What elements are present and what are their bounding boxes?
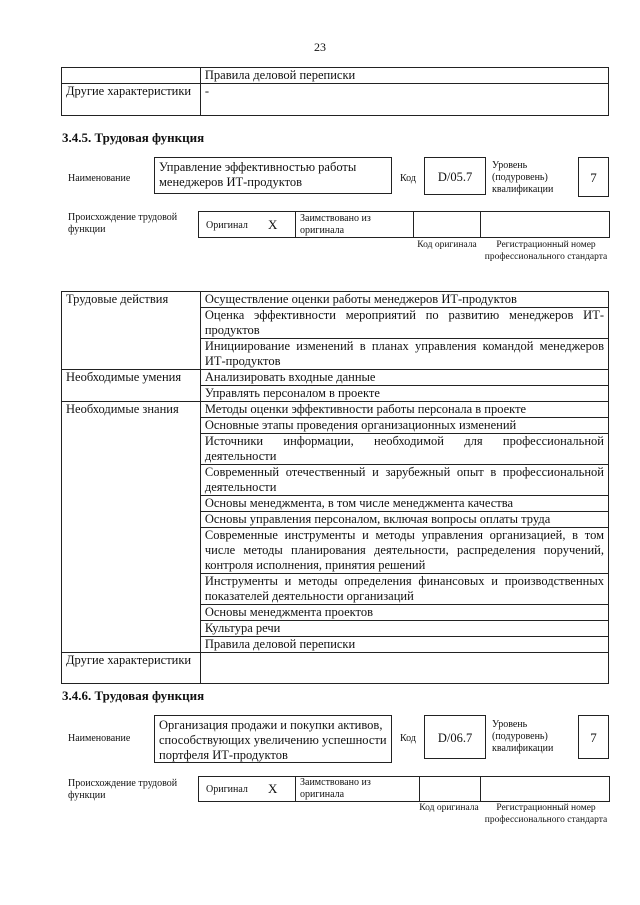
labor-action-item: Инициирование изменений в планах управления командой менеджеров ИТ-продуктов [200, 339, 608, 370]
original-label: Оригинал [206, 220, 248, 231]
code-value-box: D/05.7 [424, 157, 486, 195]
function-name-box-2: Организация продажи и покупки активов, способствующих увеличению успешности портфеля ИТ-продуктов [154, 715, 392, 763]
knowledge-item: Инструменты и методы определения финансовых и производственных показателей деятельности организаций [200, 574, 608, 605]
knowledge-item: Основные этапы проведения организационных изменений [200, 418, 608, 434]
knowledge-item: Источники информации, необходимой для профессиональной деятельности [200, 434, 608, 465]
top-table-label-empty [62, 68, 201, 84]
original-mark: X [268, 217, 278, 232]
skills-label: Необходимые умения [62, 370, 201, 402]
knowledge-item: Методы оценки эффективности работы персонала в проекте [200, 402, 608, 418]
knowledge-item: Правила деловой переписки [200, 637, 608, 653]
knowledge-item: Современный отечественный и зарубежный опыт в профессиональной деятельности [200, 465, 608, 496]
top-table-other-value: - [200, 84, 608, 116]
code-original-caption: Код оригинала [417, 240, 477, 250]
qualification-level-label-2: Уровень (подуровень) квалификации [492, 719, 554, 754]
origin-divider-2-2 [419, 777, 420, 801]
origin-label: Происхождение трудовой функции [68, 212, 178, 235]
borrowed-label: Заимствовано из оригинала [300, 213, 371, 236]
origin-divider-3 [480, 212, 481, 237]
knowledge-label: Необходимые знания [62, 402, 201, 653]
labor-action-item: Осуществление оценки работы менеджеров ИТ-продуктов [200, 292, 608, 308]
page-number: 23 [314, 40, 326, 54]
function-name-box: Управление эффективностью работы менеджеров ИТ-продуктов [154, 157, 392, 194]
labor-actions-label: Трудовые действия [62, 292, 201, 370]
section-heading-3-4-5: 3.4.5. Трудовая функция [62, 130, 205, 145]
knowledge-item: Культура речи [200, 621, 608, 637]
origin-divider-2-3 [480, 777, 481, 801]
code-label: Код [400, 173, 416, 184]
top-characteristics-table [61, 67, 609, 116]
original-label-2: Оригинал [206, 784, 248, 795]
name-label-2: Наименование [68, 733, 131, 744]
qualification-level-label: Уровень (подуровень) квалификации [492, 160, 554, 195]
top-table-other-label: Другие характеристики [62, 84, 201, 116]
name-label: Наименование [68, 173, 131, 184]
skill-item: Управлять персоналом в проекте [200, 386, 608, 402]
code-label-2: Код [400, 733, 416, 744]
reg-number-caption: Регистрационный номер профессионального стандарта [484, 240, 608, 262]
qualification-level-box-2: 7 [578, 715, 609, 759]
origin-box [198, 211, 610, 238]
other-characteristics-value [200, 653, 608, 684]
knowledge-item: Основы менеджмента проектов [200, 605, 608, 621]
origin-label-2: Происхождение трудовой функции [68, 778, 178, 801]
origin-divider-1 [295, 212, 296, 237]
borrowed-label-2: Заимствовано из оригинала [300, 777, 371, 800]
original-mark-2: X [268, 781, 278, 796]
code-value-box-2: D/06.7 [424, 715, 486, 759]
origin-divider-2 [413, 212, 414, 237]
knowledge-item: Основы управления персоналом, включая вопросы оплаты труда [200, 512, 608, 528]
section-heading-3-4-6: 3.4.6. Трудовая функция [62, 688, 205, 703]
origin-divider-2-1 [295, 777, 296, 801]
code-original-caption-2: Код оригинала [419, 803, 479, 813]
labor-action-item: Оценка эффективности мероприятий по развитию менеджеров ИТ-продуктов [200, 308, 608, 339]
labor-function-table [61, 291, 609, 684]
qualification-level-box: 7 [578, 157, 609, 197]
origin-box-2 [198, 776, 610, 802]
reg-number-caption-2: Регистрационный номер профессионального стандарта [484, 803, 608, 825]
knowledge-item: Современные инструменты и методы управления организацией, в том числе методы планирования деятельности, распределения поручений, контроля исполнения, принятия решений [200, 528, 608, 574]
skill-item: Анализировать входные данные [200, 370, 608, 386]
other-characteristics-label: Другие характеристики [62, 653, 201, 684]
top-table-value: Правила деловой переписки [200, 68, 608, 84]
knowledge-item: Основы менеджмента, в том числе менеджмента качества [200, 496, 608, 512]
